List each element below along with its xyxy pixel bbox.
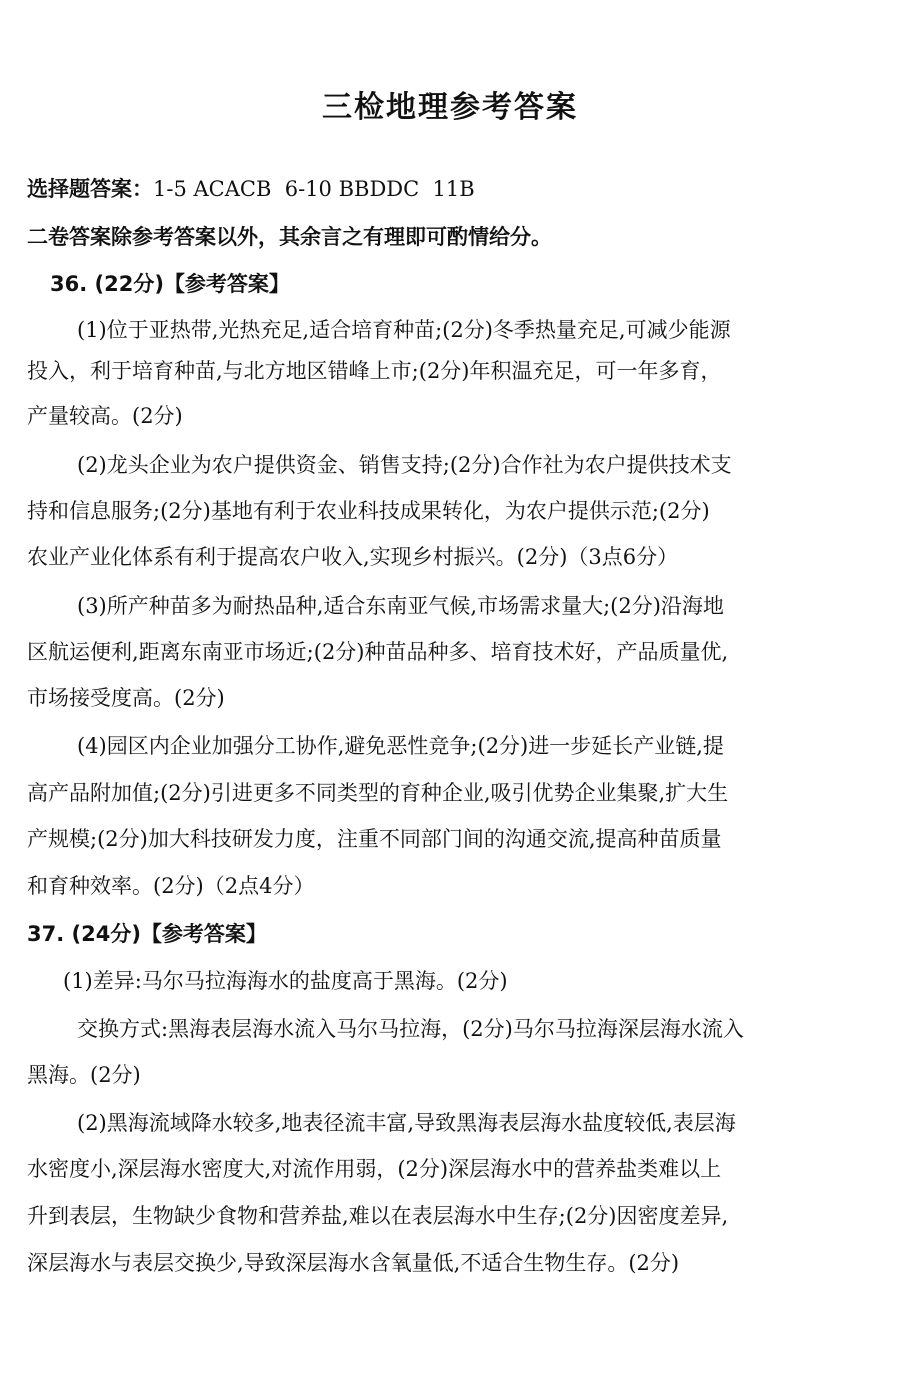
q36-line: 投入，利于培育种苗,与北方地区错峰上市;(2分)年积温充足，可一年多育， xyxy=(27,359,722,383)
grading-note: 二卷答案除参考答案以外，其余言之有理即可酌情给分。 xyxy=(27,225,552,249)
q36-line: 产规模;(2分)加大科技研发力度，注重不同部门间的沟通交流,提高种苗质量 xyxy=(27,827,722,851)
q36-line: (1)位于亚热带,光热充足,适合培育种苗;(2分)冬季热量充足,可减少能源 xyxy=(77,318,731,342)
choice-answers-label: 选择题答案： xyxy=(27,177,153,201)
q36-line: (2)龙头企业为农户提供资金、销售支持;(2分)合作社为农户提供技术支 xyxy=(77,453,732,477)
q37-line: 黑海。(2分) xyxy=(27,1063,141,1087)
q37-line: (1)差异:马尔马拉海海水的盐度高于黑海。(2分) xyxy=(63,969,508,993)
q36-line: 产量较高。(2分) xyxy=(27,404,183,428)
page-title: 三检地理参考答案 xyxy=(322,90,578,125)
q37-header: 37. (24分)【参考答案】 xyxy=(27,922,267,946)
q36-line: 农业产业化体系有利于提高农户收入,实现乡村振兴。(2分)（3点6分） xyxy=(27,545,679,569)
q37-line: 深层海水与表层交换少,导致深层海水含氧量低,不适合生物生存。(2分) xyxy=(27,1251,680,1275)
q36-line: 高产品附加值;(2分)引进更多不同类型的育种企业,吸引优势企业集聚,扩大生 xyxy=(27,781,729,805)
q37-line: 交换方式:黑海表层海水流入马尔马拉海，(2分)马尔马拉海深层海水流入 xyxy=(77,1017,744,1041)
choice-answers-line xyxy=(27,174,475,204)
choice-answers-values: 1-5 ACACB 6-10 BBDDC 11B xyxy=(153,177,475,201)
q37-line: (2)黑海流域降水较多,地表径流丰富,导致黑海表层海水盐度较低,表层海 xyxy=(77,1111,736,1135)
q36-line: 区航运便利,距离东南亚市场近;(2分)种苗品种多、培育技术好，产品质量优, xyxy=(27,640,729,664)
q37-line: 升到表层，生物缺少食物和营养盐,难以在表层海水中生存;(2分)因密度差异, xyxy=(27,1204,729,1228)
q36-line: (3)所产种苗多为耐热品种,适合东南亚气候,市场需求量大;(2分)沿海地 xyxy=(77,594,724,618)
q37-line: 水密度小,深层海水密度大,对流作用弱，(2分)深层海水中的营养盐类难以上 xyxy=(27,1157,722,1181)
q36-line: 和育种效率。(2分)（2点4分） xyxy=(27,874,315,898)
q36-line: (4)园区内企业加强分工协作,避免恶性竞争;(2分)进一步延长产业链,提 xyxy=(77,734,724,758)
q36-header: 36. (22分)【参考答案】 xyxy=(50,272,290,296)
q36-line: 持和信息服务;(2分)基地有利于农业科技成果转化，为农户提供示范;(2分) xyxy=(27,499,710,523)
q36-line: 市场接受度高。(2分) xyxy=(27,686,225,710)
